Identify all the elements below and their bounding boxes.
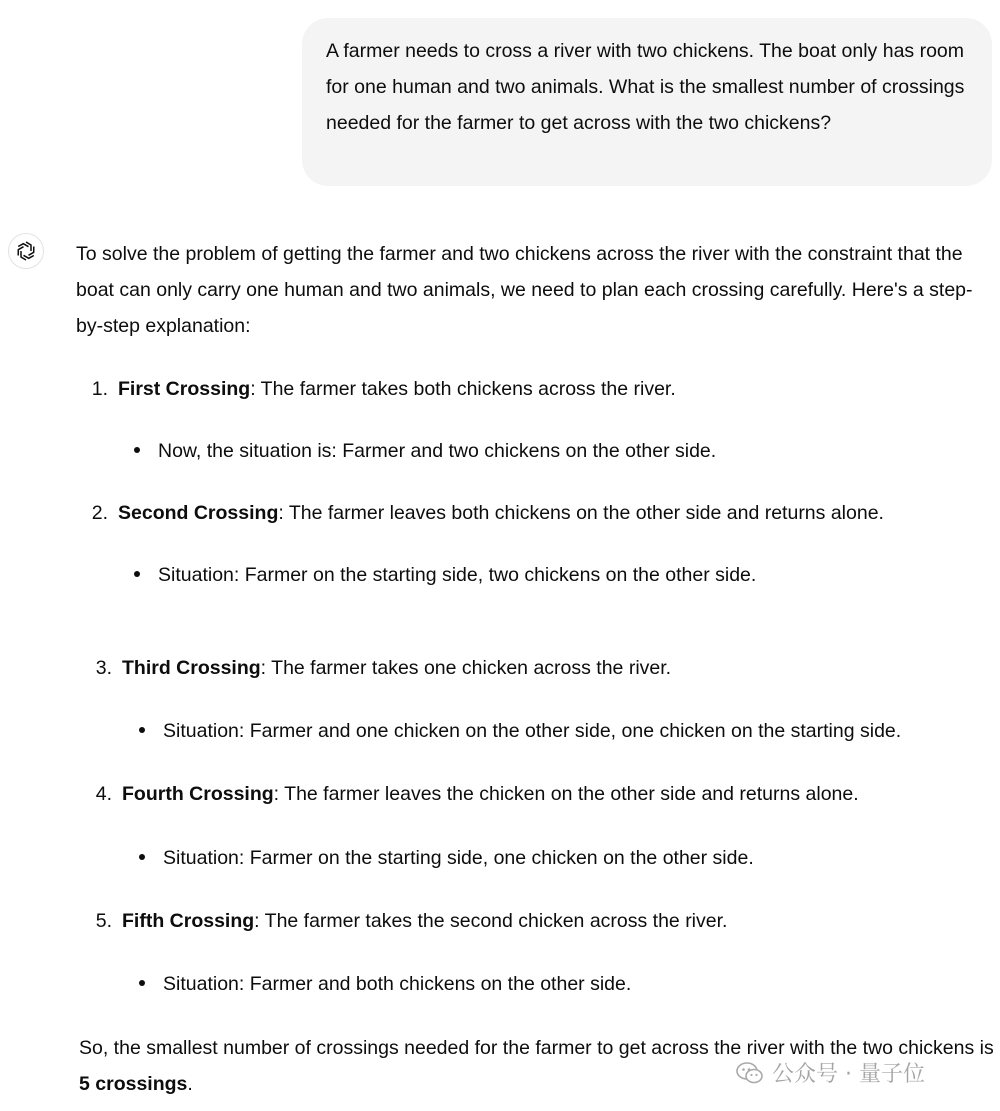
bullet-dot xyxy=(139,854,145,860)
step-bullet xyxy=(139,713,901,749)
assistant-avatar xyxy=(8,233,44,269)
bullet-dot xyxy=(134,571,140,577)
assistant-intro: To solve the problem of getting the farmer and two chickens across the river with the constraint that the boat can only carry one human and two animals, we need to plan each crossing carefully. Here's a step-by-step explanation: xyxy=(76,243,973,337)
step-number: 4. xyxy=(95,783,112,805)
bullet-dot xyxy=(134,447,140,453)
bullet-text: Situation: Farmer and both chickens on the other side. xyxy=(163,973,632,995)
bullet-dot xyxy=(139,727,145,733)
user-message-text: A farmer needs to cross a river with two chickens. The boat only has room for one human and two animals. What is the smallest number of crossings needed for the farmer to get across with the two chickens? xyxy=(326,40,965,134)
step-bullet xyxy=(139,966,631,1002)
step-number: 3. xyxy=(95,657,112,679)
conclusion-answer: 5 crossings xyxy=(79,1073,188,1095)
conclusion-prefix: So, the smallest number of crossings needed for the farmer to get across the river with the two chickens is xyxy=(79,1037,994,1059)
step-item xyxy=(82,903,727,939)
bullet-text: Situation: Farmer on the starting side, two chickens on the other side. xyxy=(158,564,757,586)
wechat-icon xyxy=(736,1061,764,1085)
step-text: : The farmer leaves the chicken on the other side and returns alone. xyxy=(273,783,859,805)
step-title: Third Crossing xyxy=(122,657,261,679)
assistant-message xyxy=(76,236,996,344)
bullet-text: Now, the situation is: Farmer and two chickens on the other side. xyxy=(158,440,717,462)
step-number: 5. xyxy=(95,910,112,932)
step-item xyxy=(78,495,884,531)
step-text: : The farmer takes the second chicken across the river. xyxy=(254,910,728,932)
openai-logo-icon xyxy=(14,239,38,263)
step-item xyxy=(78,371,676,407)
conclusion-suffix: . xyxy=(187,1073,193,1095)
step-text: : The farmer takes one chicken across the river. xyxy=(260,657,672,679)
step-title: Fourth Crossing xyxy=(122,783,274,805)
step-number: 2. xyxy=(91,502,108,524)
watermark xyxy=(736,1057,925,1088)
user-message-bubble xyxy=(302,18,992,186)
step-title: First Crossing xyxy=(118,378,251,400)
step-item xyxy=(82,776,859,812)
watermark-text: 公众号 · 量子位 xyxy=(772,1062,925,1087)
bullet-dot xyxy=(139,980,145,986)
step-item xyxy=(82,650,671,686)
step-bullet xyxy=(134,433,716,469)
bullet-text: Situation: Farmer and one chicken on the other side, one chicken on the starting side. xyxy=(163,720,902,742)
step-text: : The farmer takes both chickens across the river. xyxy=(250,378,676,400)
step-bullet xyxy=(139,840,754,876)
bullet-text: Situation: Farmer on the starting side, one chicken on the other side. xyxy=(163,847,754,869)
step-title: Second Crossing xyxy=(118,502,279,524)
step-number: 1. xyxy=(91,378,108,400)
step-text: : The farmer leaves both chickens on the other side and returns alone. xyxy=(278,502,884,524)
step-title: Fifth Crossing xyxy=(122,910,255,932)
step-bullet xyxy=(134,557,756,593)
